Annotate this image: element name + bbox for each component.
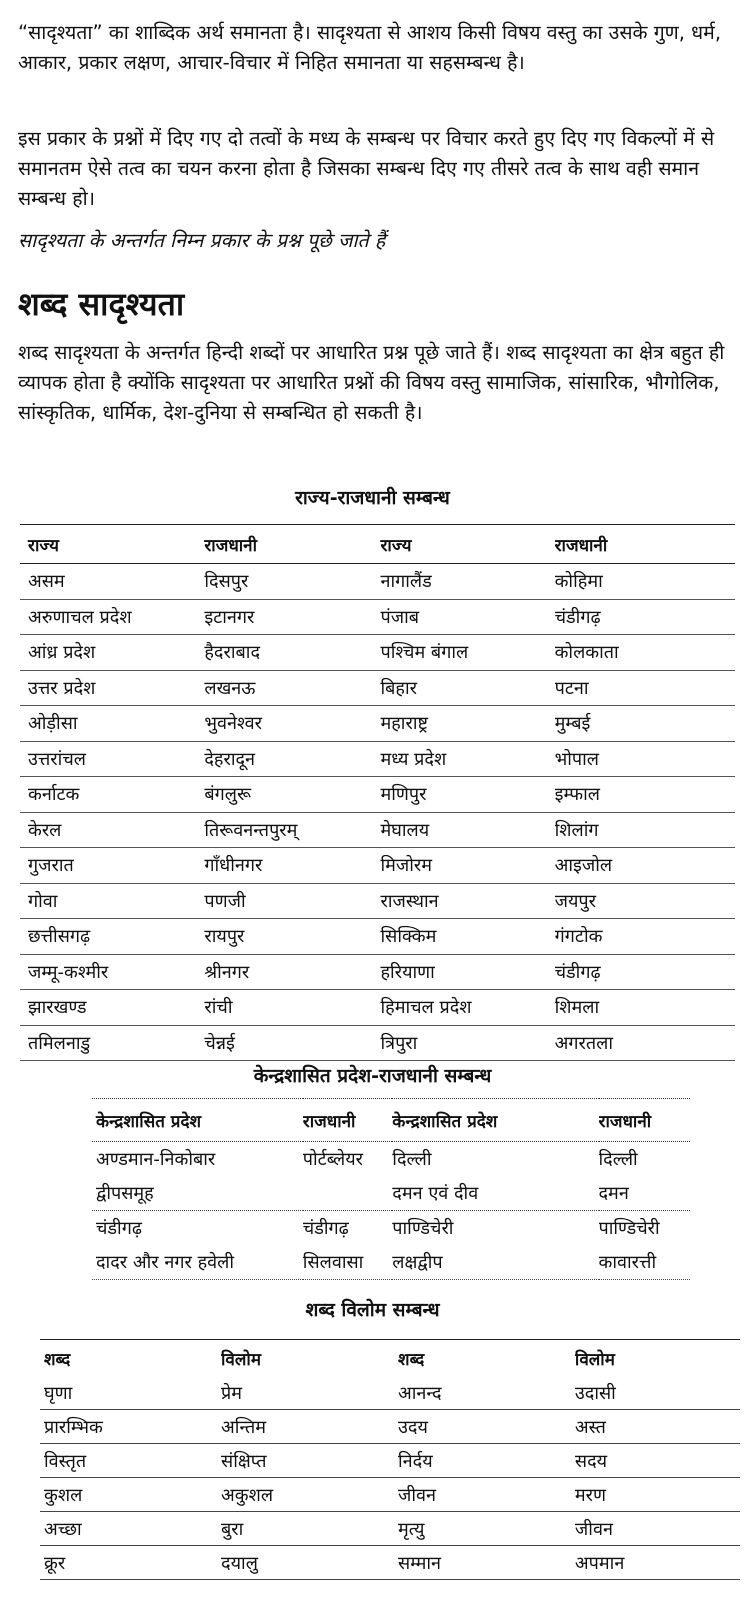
table-cell: जीवन (575, 1512, 740, 1546)
table-cell: मणिपुर (380, 777, 554, 813)
table-cell: नागालैंड (380, 564, 554, 600)
table-cell: चंडीगढ़ (96, 1218, 142, 1239)
table-header-row (92, 1099, 690, 1142)
table-cell: सदय (575, 1444, 740, 1478)
table-cell: अकुशल (221, 1478, 398, 1512)
antonym-table (40, 1339, 740, 1580)
table-cell: द्वीपसमूह (92, 1176, 303, 1211)
table-cell: शिमला (555, 990, 735, 1026)
table-cell: प्रारम्भिक (40, 1410, 221, 1444)
table-cell: उदय (398, 1410, 575, 1444)
column-header: राजधानी (599, 1099, 691, 1142)
table-cell: दिसपुर (204, 564, 380, 600)
table-cell: देहरादून (204, 741, 380, 777)
table-cell: मिजोरम (380, 848, 554, 884)
table-row (20, 812, 735, 848)
table-header-row (40, 1340, 740, 1377)
table-cell: लखनऊ (204, 670, 380, 706)
table-cell: आनन्द (398, 1376, 575, 1410)
table2-title: केन्द्रशासित प्रदेश-राजधानी सम्बन्ध (253, 1065, 492, 1087)
column-header: शब्द (398, 1349, 425, 1370)
intro-paragraph-3: सादृश्यता के अन्तर्गत निम्न प्रकार के प्रश्न पूछे जाते हैं (18, 229, 386, 252)
column-header: विलोम (574, 1349, 615, 1370)
table-cell: हैदराबाद (204, 635, 380, 671)
table-row (20, 670, 735, 706)
table-cell: दयालु (221, 1546, 398, 1580)
column-header: राज्य (20, 525, 204, 564)
intro-paragraph-1: “सादृश्यता” का शाब्दिक अर्थ समानता है। सादृश्यता से आशय किसी विषय वस्तु का उसके गुण, धर्म, आकार, प्रकार लक्षण, आचार-विचार में निहित समानता या सहसम्बन्ध है। (18, 21, 722, 74)
table-cell: श्रीनगर (204, 954, 380, 990)
table-cell: रांची (204, 990, 380, 1026)
table-cell: संक्षिप्त (221, 1444, 398, 1478)
table-row (20, 990, 735, 1026)
table-row (20, 919, 735, 955)
table-cell: दिल्ली (598, 1149, 638, 1170)
table-row (92, 1211, 690, 1246)
table-cell: दिल्ली (392, 1149, 432, 1170)
table-cell: उदासी (575, 1376, 740, 1410)
table-cell: इम्फाल (555, 777, 735, 813)
table-cell: राजस्थान (380, 883, 554, 919)
table-cell: भोपाल (555, 741, 735, 777)
table-cell: चंडीगढ़ (555, 954, 735, 990)
table-cell: पाण्डिचेरी (392, 1218, 454, 1239)
table-cell: कोलकाता (555, 635, 735, 671)
table-cell: असम (20, 564, 204, 600)
table-row (20, 706, 735, 742)
table-cell: भुवनेश्वर (204, 706, 380, 742)
table-cell: जम्मू-कश्मीर (20, 954, 204, 990)
table-cell: मरण (575, 1478, 740, 1512)
table-cell: अगरतला (555, 1025, 735, 1061)
table-row (40, 1512, 740, 1546)
table-cell: अपमान (575, 1546, 740, 1580)
table-cell: अन्तिम (221, 1410, 398, 1444)
table-row (40, 1376, 740, 1410)
table-cell: चंडीगढ़ (302, 1218, 349, 1239)
table-cell: ओड़ीसा (20, 706, 204, 742)
table-cell: पोर्टब्लेयर (302, 1149, 364, 1170)
table-cell: पाण्डिचेरी (598, 1218, 660, 1239)
table-row (40, 1546, 740, 1580)
table-cell: बुरा (221, 1512, 398, 1546)
section-heading: शब्द सादृश्यता (18, 285, 185, 323)
table-cell: विस्तृत (40, 1444, 221, 1478)
column-header: राज्य (380, 525, 554, 564)
table-cell: लक्षद्वीप (392, 1245, 598, 1280)
union-territory-capital-table (92, 1098, 690, 1280)
table-cell: सिलवासा (303, 1245, 392, 1280)
table-row (20, 883, 735, 919)
state-capital-table (20, 524, 735, 1061)
table-cell: तिरूवनन्तपुरम् (204, 812, 380, 848)
table-cell: जयपुर (555, 883, 735, 919)
table-cell: क्रूर (40, 1546, 221, 1580)
table-cell: जीवन (398, 1478, 575, 1512)
table-cell: हिमाचल प्रदेश (380, 990, 554, 1026)
table-row (40, 1444, 740, 1478)
column-header: केन्द्रशासित प्रदेश (392, 1099, 598, 1142)
table-row (20, 635, 735, 671)
table-cell: आइजोल (555, 848, 735, 884)
table-cell: महाराष्ट्र (380, 706, 554, 742)
intro-paragraph-2: इस प्रकार के प्रश्नों में दिए गए दो तत्वों के मध्य के सम्बन्ध पर विचार करते हुए दिए गए विकल्पों में से समानतम ऐसे तत्व का चयन करना होता है जिसका सम्बन्ध दिए गए तीसरे तत्व के साथ वही समान सम्बन्ध हो। (18, 127, 715, 210)
column-header: राजधानी (555, 525, 735, 564)
table-cell: पंजाब (380, 599, 554, 635)
table-cell: कर्नाटक (20, 777, 204, 813)
table-cell: पटना (555, 670, 735, 706)
table-row (20, 954, 735, 990)
table-cell: चेन्नई (204, 1025, 380, 1061)
table-cell: गोवा (20, 883, 204, 919)
table-cell: उत्तरांचल (20, 741, 204, 777)
table-row (20, 1025, 735, 1061)
table-cell: मुम्बई (555, 706, 735, 742)
table-cell: पश्चिम बंगाल (380, 635, 554, 671)
table-row (20, 777, 735, 813)
table-cell: मेघालय (380, 812, 554, 848)
table-cell: बिहार (380, 670, 554, 706)
table-cell: उत्तर प्रदेश (20, 670, 204, 706)
table-cell: सम्मान (398, 1546, 575, 1580)
table-cell: केरल (20, 812, 204, 848)
table-cell: चंडीगढ़ (555, 599, 735, 635)
column-header: केन्द्रशासित प्रदेश (92, 1099, 303, 1142)
table-cell: पणजी (204, 883, 380, 919)
table-cell: अच्छा (40, 1512, 221, 1546)
table-cell: रायपुर (204, 919, 380, 955)
table-cell: आंध्र प्रदेश (20, 635, 204, 671)
table-row (20, 599, 735, 635)
table-cell: छत्तीसगढ़ (20, 919, 204, 955)
table-cell: झारखण्ड (20, 990, 204, 1026)
table-cell: दमन एवं दीव (392, 1176, 598, 1211)
table-cell: तमिलनाडु (20, 1025, 204, 1061)
table-cell: त्रिपुरा (380, 1025, 554, 1061)
table-cell: अस्त (575, 1410, 740, 1444)
column-header: राजधानी (204, 525, 380, 564)
table-cell: शिलांग (555, 812, 735, 848)
table-cell: दादर और नगर हवेली (92, 1245, 303, 1280)
table-row (20, 564, 735, 600)
column-header: शब्द (44, 1349, 71, 1370)
table-cell: इटानगर (204, 599, 380, 635)
table1-title: राज्य-राजधानी सम्बन्ध (295, 487, 450, 509)
table3-title: शब्द विलोम सम्बन्ध (305, 1299, 440, 1321)
table-cell: अण्डमान-निकोबार (96, 1149, 216, 1170)
table-row (92, 1142, 690, 1177)
table-cell: प्रेम (221, 1376, 398, 1410)
table-cell: दमन (599, 1176, 691, 1211)
table-row (40, 1410, 740, 1444)
table-cell: घृणा (40, 1376, 221, 1410)
table-row (20, 848, 735, 884)
table-cell (303, 1176, 392, 1211)
column-header: विलोम (221, 1349, 261, 1370)
table-cell: मृत्यु (398, 1512, 575, 1546)
table-cell: निर्दय (398, 1444, 575, 1478)
table-header-row (20, 525, 735, 564)
table-row (20, 741, 735, 777)
column-header: राजधानी (303, 1099, 392, 1142)
table-cell: मध्य प्रदेश (380, 741, 554, 777)
table-cell: बंगलुरू (204, 777, 380, 813)
table-cell: अरुणाचल प्रदेश (20, 599, 204, 635)
table-cell: कुशल (40, 1478, 221, 1512)
section-body: शब्द सादृश्यता के अन्तर्गत हिन्दी शब्दों पर आधारित प्रश्न पूछे जाते हैं। शब्द सादृश्यता का क्षेत्र बहुत ही व्यापक होता है क्योंकि सादृश्यता पर आधारित प्रश्नों की विषय वस्तु सामाजिक, सांसारिक, भौगोलिक, सांस्कृतिक, धार्मिक, देश-दुनिया से सम्बन्धित हो सकती है। (18, 341, 725, 424)
table-cell: कोहिमा (555, 564, 735, 600)
table-cell: गुजरात (20, 848, 204, 884)
table-row (40, 1478, 740, 1512)
table-cell: गाँधीनगर (204, 848, 380, 884)
table-row (92, 1176, 690, 1211)
table-cell: सिक्किम (380, 919, 554, 955)
table-row (92, 1245, 690, 1280)
table-cell: गंगटोक (555, 919, 735, 955)
table-cell: हरियाणा (380, 954, 554, 990)
table-cell: कावारत्ती (599, 1245, 691, 1280)
